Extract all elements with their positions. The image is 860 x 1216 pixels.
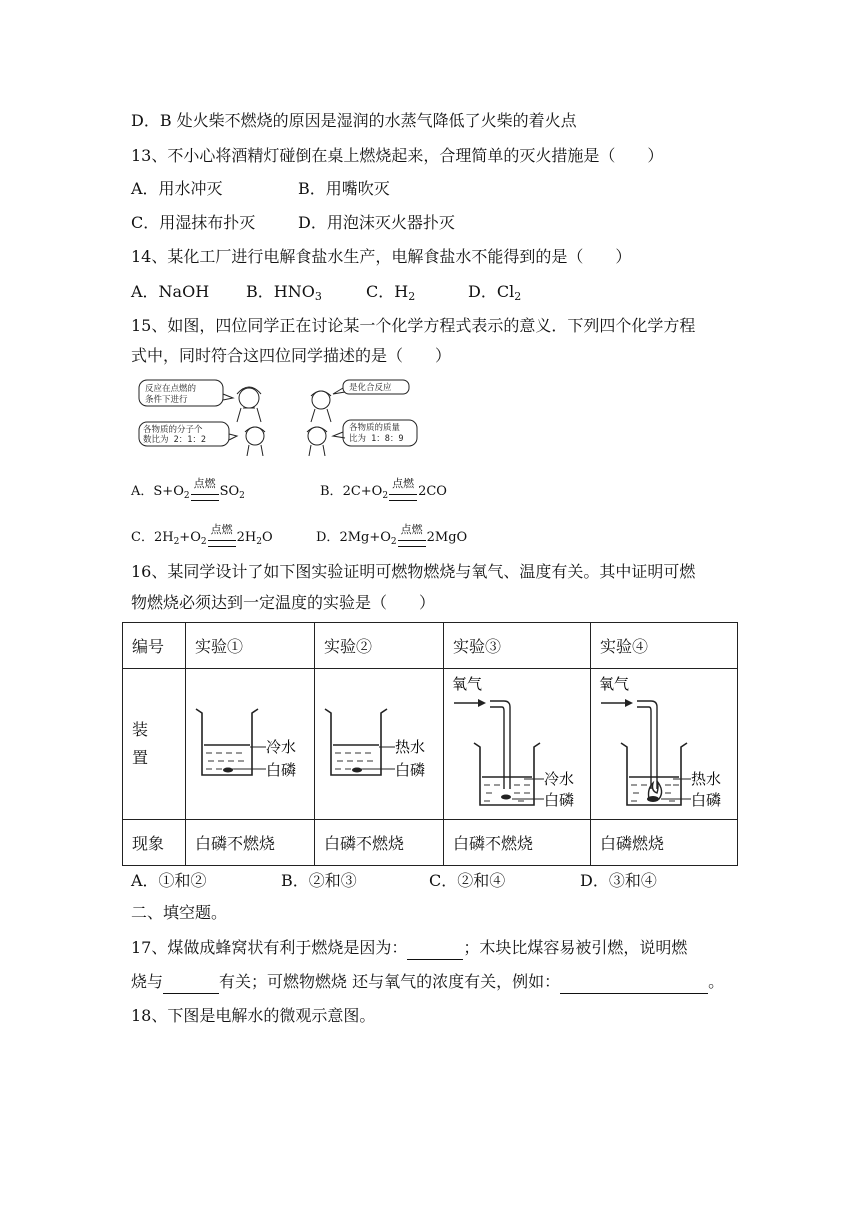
q12-option-d: D．B 处火柴不燃烧的原因是湿润的水蒸气降低了火柴的着火点 [131, 111, 577, 130]
header-exp2: 实验② [315, 623, 444, 669]
beaker-oxygen-cold-water [444, 669, 590, 815]
q15-option-c: C．$2H_2+O_2$ 点燃 $2H_2O$ [131, 523, 273, 547]
bubble-4-line2: 比为 1：8：9 [349, 434, 404, 444]
q16-option-b: B．②和③ [281, 871, 357, 890]
label-cold-water: 冷水 [266, 738, 297, 756]
header-exp1: 实验① [186, 623, 315, 669]
experiment-table [122, 622, 738, 866]
label-oxygen: 氧气 [452, 675, 483, 693]
q15-stem-line1: 15、如图，四位同学正在讨论某一个化学方程式表示的意义．下列四个化学方程 [131, 316, 696, 335]
bubble-4-line1: 各物质的质量 [349, 423, 401, 433]
phenomenon-exp2: 白磷不燃烧 [315, 820, 444, 866]
label-hot-water: 热水 [691, 770, 722, 788]
q14-option-d: D．$Cl_2$ [468, 282, 522, 303]
beaker-oxygen-hot-water [591, 669, 737, 815]
q13-option-d: D．用泡沫灭火器扑灭 [298, 213, 455, 232]
apparatus-exp4 [591, 669, 738, 820]
q16-option-c: C．②和④ [429, 871, 506, 890]
beaker-hot-water [315, 669, 443, 815]
students-discussion-illustration [137, 378, 419, 456]
q14-option-b: B．$HNO_3$ [246, 282, 322, 303]
apparatus-exp3 [444, 669, 591, 820]
phenomenon-exp3: 白磷不燃烧 [444, 820, 591, 866]
label-oxygen: 氧气 [599, 675, 630, 693]
label-cold-water: 冷水 [544, 770, 575, 788]
q16-stem-line2: 物燃烧必须达到一定温度的实验是（ ） [131, 593, 436, 612]
q17-line1: 17、煤做成蜂窝状有利于燃烧是因为： ；木块比煤容易被引燃，说明燃 [131, 937, 687, 960]
q13-option-b: B．用嘴吹灭 [298, 179, 390, 198]
q16-option-a: A．①和② [131, 871, 207, 890]
phenomenon-exp4: 白磷燃烧 [591, 820, 738, 866]
q16-option-d: D．③和④ [580, 871, 657, 890]
phenomenon-exp1: 白磷不燃烧 [186, 820, 315, 866]
q17-line2: 烧与 有关；可燃物燃烧 还与氧气的浓度有关，例如： 。 [131, 971, 724, 994]
row-apparatus-label: 装 置 [123, 669, 186, 820]
label-hot-water: 热水 [395, 738, 426, 756]
label-white-phosphorus: 白磷 [266, 761, 297, 779]
label-white-phosphorus: 白磷 [395, 761, 426, 779]
answer-blank-3[interactable] [560, 971, 708, 994]
q13-stem: 13、不小心将酒精灯碰倒在桌上燃烧起来，合理简单的灭火措施是（ ） [131, 146, 664, 165]
header-exp3: 实验③ [444, 623, 591, 669]
beaker-cold-water [186, 669, 314, 815]
header-exp4: 实验④ [591, 623, 738, 669]
q14-stem: 14、某化工厂进行电解食盐水生产，电解食盐水不能得到的是（ ） [131, 247, 632, 266]
q15-option-b: B．$2C+O_2$ 点燃 2CO [320, 477, 447, 501]
q15-option-d: D．$2Mg+O_2$ 点燃 2MgO [316, 523, 468, 547]
q14-option-a: A．NaOH [131, 282, 210, 301]
bubble-2: 是化合反应 [349, 383, 392, 393]
section-title: 二、填空题。 [131, 903, 228, 922]
q15-stem-line2: 式中，同时符合这四位同学描述的是（ ） [131, 346, 452, 365]
q14-option-c: C．$H_2$ [366, 282, 416, 303]
bubble-1-line1: 反应在点燃的 [145, 384, 197, 394]
answer-blank-2[interactable] [163, 971, 219, 994]
q13-option-a: A．用水冲灭 [131, 179, 223, 198]
header-number: 编号 [123, 623, 186, 669]
bubble-3-line1: 各物质的分子个 [143, 425, 203, 435]
apparatus-exp2 [315, 669, 444, 820]
row-phenomenon-label: 现象 [123, 820, 186, 866]
bubble-1-line2: 条件下进行 [145, 395, 188, 405]
apparatus-exp1 [186, 669, 315, 820]
q15-option-a: A．$S+O_2$ 点燃 $SO_2$ [131, 477, 245, 501]
q13-option-c: C．用湿抹布扑灭 [131, 213, 256, 232]
q18-stem: 18、下图是电解水的微观示意图。 [131, 1006, 376, 1025]
answer-blank-1[interactable] [407, 937, 463, 960]
q16-stem-line1: 16、某同学设计了如下图实验证明可燃物燃烧与氧气、温度有关。其中证明可燃 [131, 562, 696, 581]
label-white-phosphorus: 白磷 [544, 791, 575, 809]
bubble-3-line2: 数比为 2：1：2 [143, 435, 206, 445]
label-white-phosphorus: 白磷 [691, 791, 722, 809]
